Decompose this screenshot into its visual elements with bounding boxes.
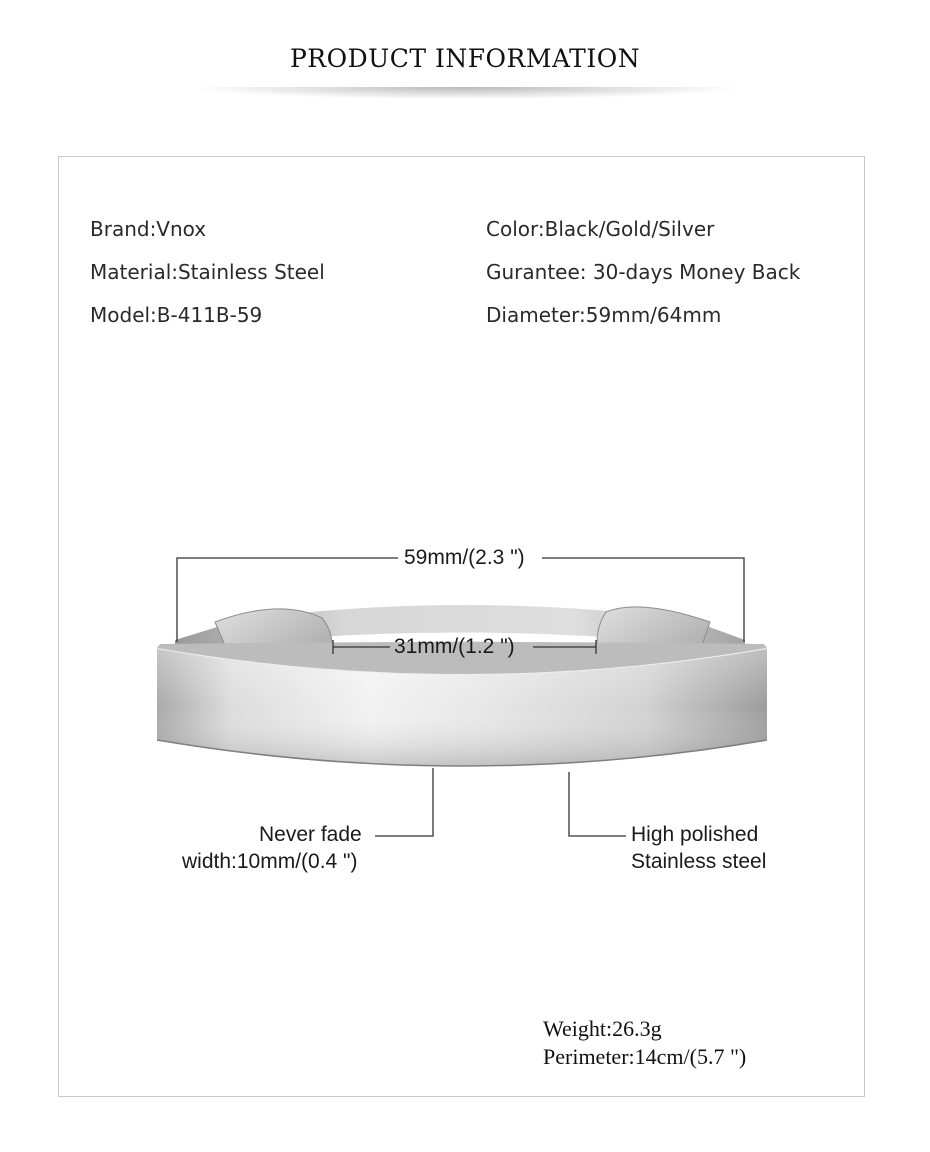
opening-label: 31mm/(1.2 "): [394, 635, 515, 658]
spec-color: Color:Black/Gold/Silver: [486, 217, 715, 241]
width-label-line1: Never fade: [259, 823, 362, 846]
spec-material: Material:Stainless Steel: [90, 260, 325, 284]
spec-diameter: Diameter:59mm/64mm: [486, 303, 722, 327]
finish-label-line2: Stainless steel: [631, 850, 767, 873]
weight-text: Weight:26.3g: [543, 1016, 662, 1041]
spec-model: Model:B-411B-59: [90, 303, 263, 327]
width-label-line2: width:10mm/(0.4 "): [182, 850, 358, 873]
width-leader-line: [375, 768, 433, 836]
spec-brand: Brand:Vnox: [90, 217, 207, 241]
finish-leader-line: [569, 772, 626, 836]
outer-diameter-label: 59mm/(2.3 "): [404, 546, 525, 569]
finish-label-line1: High polished: [631, 823, 759, 846]
perimeter-text: Perimeter:14cm/(5.7 "): [543, 1044, 747, 1069]
spec-guarantee: Gurantee: 30-days Money Back: [486, 260, 801, 284]
page-title: PRODUCT INFORMATION: [289, 44, 641, 73]
